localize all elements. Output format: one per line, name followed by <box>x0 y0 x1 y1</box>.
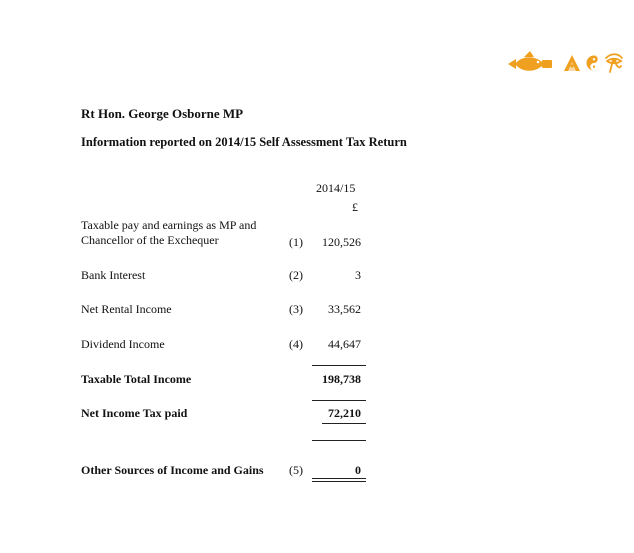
row-note-rental-income: (3) <box>289 302 303 316</box>
row-label-dividend-income: Dividend Income <box>81 337 165 351</box>
page-title: Rt Hon. George Osborne MP <box>81 106 244 121</box>
taxable-total-label: Taxable Total Income <box>81 372 192 386</box>
row-label-pay-line1: Taxable pay and earnings as MP and <box>81 218 257 232</box>
row-note-pay: (1) <box>289 235 303 249</box>
row-label-bank-interest: Bank Interest <box>81 268 146 282</box>
tax-paid-label: Net Income Tax paid <box>81 406 188 420</box>
row-value-rental-income: 33,562 <box>328 302 361 316</box>
row-value-dividend-income: 44,647 <box>328 337 361 351</box>
row-value-pay: 120,526 <box>322 235 361 249</box>
column-year-header: 2014/15 <box>316 181 356 195</box>
page-subtitle: Information reported on 2014/15 Self Assessment Tax Return <box>81 135 407 149</box>
divider-rule <box>312 365 366 366</box>
row-value-bank-interest: 3 <box>355 268 361 282</box>
other-sources-label: Other Sources of Income and Gains <box>81 463 264 477</box>
eye-of-horus-icon <box>606 54 622 72</box>
taxable-total-value: 198,738 <box>322 372 361 386</box>
other-sources-note: (5) <box>289 463 303 477</box>
tax-paid-value: 72,210 <box>328 406 361 420</box>
divider-rule <box>312 440 366 441</box>
header-icons <box>506 46 626 76</box>
pyramid-icon <box>564 55 580 71</box>
underline-rule <box>322 423 366 424</box>
row-label-rental-income: Net Rental Income <box>81 302 172 316</box>
divider-rule <box>312 400 366 401</box>
other-sources-value: 0 <box>355 463 361 477</box>
row-label-pay-line2: Chancellor of the Exchequer <box>81 233 219 247</box>
row-note-bank-interest: (2) <box>289 268 303 282</box>
row-note-dividend-income: (4) <box>289 337 303 351</box>
fish-icon <box>508 51 552 71</box>
column-unit-header: £ <box>352 200 358 214</box>
double-underline-rule <box>312 481 366 482</box>
double-underline-rule <box>312 478 366 479</box>
yin-yang-icon <box>587 56 602 71</box>
